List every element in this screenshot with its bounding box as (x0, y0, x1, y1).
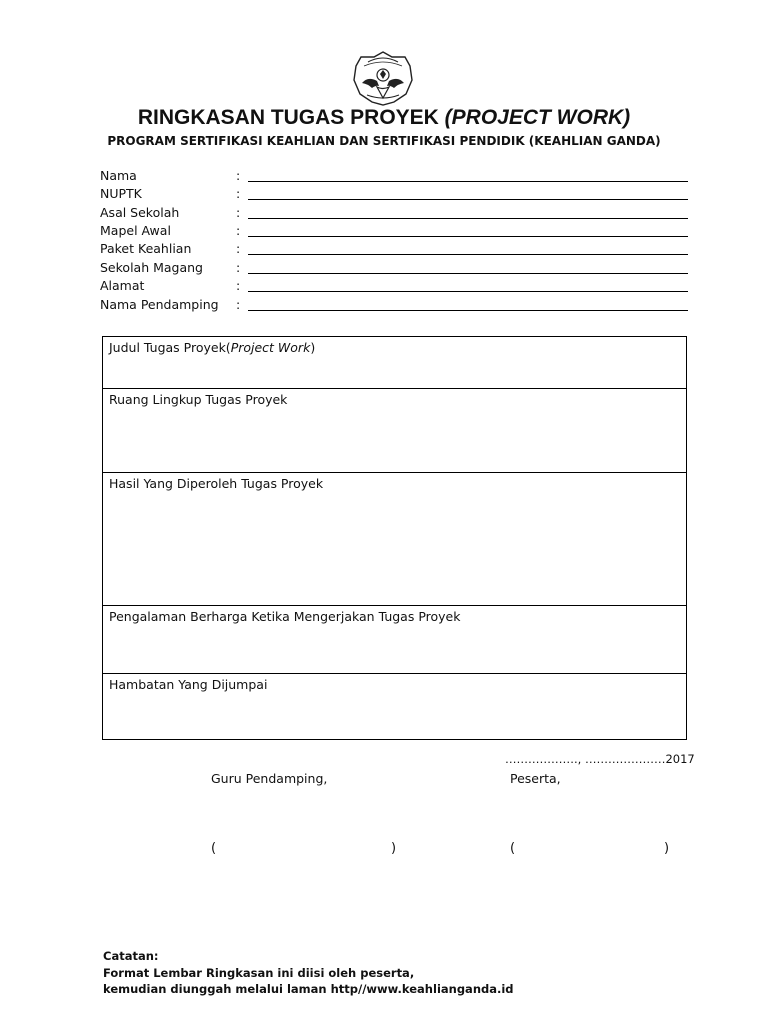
sekolah-magang-line[interactable] (248, 273, 688, 274)
field-label: Mapel Awal (100, 223, 171, 238)
field-label: Nama (100, 168, 137, 183)
page-title (0, 106, 768, 130)
section-title: Hasil Yang Diperoleh Tugas Proyek (109, 476, 324, 491)
notes-heading: Catatan: (103, 949, 159, 963)
peserta-signature-open-paren: ( (510, 841, 516, 856)
guru-pendamping-label: Guru Pendamping, (211, 771, 328, 786)
field-colon: : (236, 205, 241, 220)
section-ruang-lingkup[interactable] (103, 388, 686, 472)
notes (103, 948, 514, 998)
title-main: RINGKASAN TUGAS PROYEK (137, 106, 445, 129)
field-alamat (100, 278, 688, 296)
field-colon: : (236, 297, 241, 312)
field-colon: : (236, 223, 241, 238)
field-colon: : (236, 241, 241, 256)
field-label: Paket Keahlian (100, 241, 192, 256)
peserta-label: Peserta, (510, 771, 561, 786)
date-line: ………………., …………………2017 (505, 752, 695, 766)
field-asal-sekolah (100, 205, 688, 223)
field-colon: : (236, 186, 241, 201)
nama-line[interactable] (248, 181, 688, 182)
nama-pendamping-line[interactable] (248, 310, 688, 311)
field-sekolah-magang (100, 260, 688, 278)
section-title: Pengalaman Berharga Ketika Mengerjakan Tugas Proyek (109, 609, 461, 624)
section-hasil[interactable] (103, 472, 686, 605)
field-label: Sekolah Magang (100, 260, 203, 275)
field-label: Asal Sekolah (100, 205, 180, 220)
notes-line-2: kemudian diunggah melalui laman http//www.keahlianganda.id (103, 982, 514, 996)
section-title-text: Judul Tugas Proyek( (109, 340, 231, 355)
peserta-signature-close-paren: ) (664, 841, 670, 856)
mapel-awal-line[interactable] (248, 236, 688, 237)
section-judul[interactable] (103, 337, 686, 388)
nuptk-line[interactable] (248, 199, 688, 200)
project-summary-table (102, 336, 687, 740)
field-label: NUPTK (100, 186, 142, 201)
section-title (109, 340, 315, 355)
field-nama-pendamping (100, 297, 688, 315)
section-title: Hambatan Yang Dijumpai (109, 677, 268, 692)
field-label: Alamat (100, 278, 145, 293)
guru-signature-open-paren: ( (211, 841, 217, 856)
field-colon: : (236, 168, 241, 183)
field-paket-keahlian (100, 241, 688, 259)
field-mapel-awal (100, 223, 688, 241)
section-title-italic: Project Work (230, 340, 311, 355)
field-colon: : (236, 278, 241, 293)
notes-line-1: Format Lembar Ringkasan ini diisi oleh peserta, (103, 965, 415, 980)
field-nama (100, 168, 688, 186)
field-nuptk (100, 186, 688, 204)
field-label: Nama Pendamping (100, 297, 219, 312)
section-title: Ruang Lingkup Tugas Proyek (109, 392, 288, 407)
paket-keahlian-line[interactable] (248, 254, 688, 255)
tut-wuri-handayani-logo (350, 50, 416, 106)
page-subtitle: PROGRAM SERTIFIKASI KEAHLIAN DAN SERTIFIKASI PENDIDIK (KEAHLIAN GANDA) (107, 134, 661, 148)
field-colon: : (236, 260, 241, 275)
title-italic: (PROJECT WORK) (444, 106, 631, 129)
section-hambatan[interactable] (103, 673, 686, 739)
section-title-end: ) (310, 340, 316, 355)
section-pengalaman[interactable] (103, 605, 686, 673)
asal-sekolah-line[interactable] (248, 218, 688, 219)
guru-signature-close-paren: ) (391, 841, 397, 856)
alamat-line[interactable] (248, 291, 688, 292)
